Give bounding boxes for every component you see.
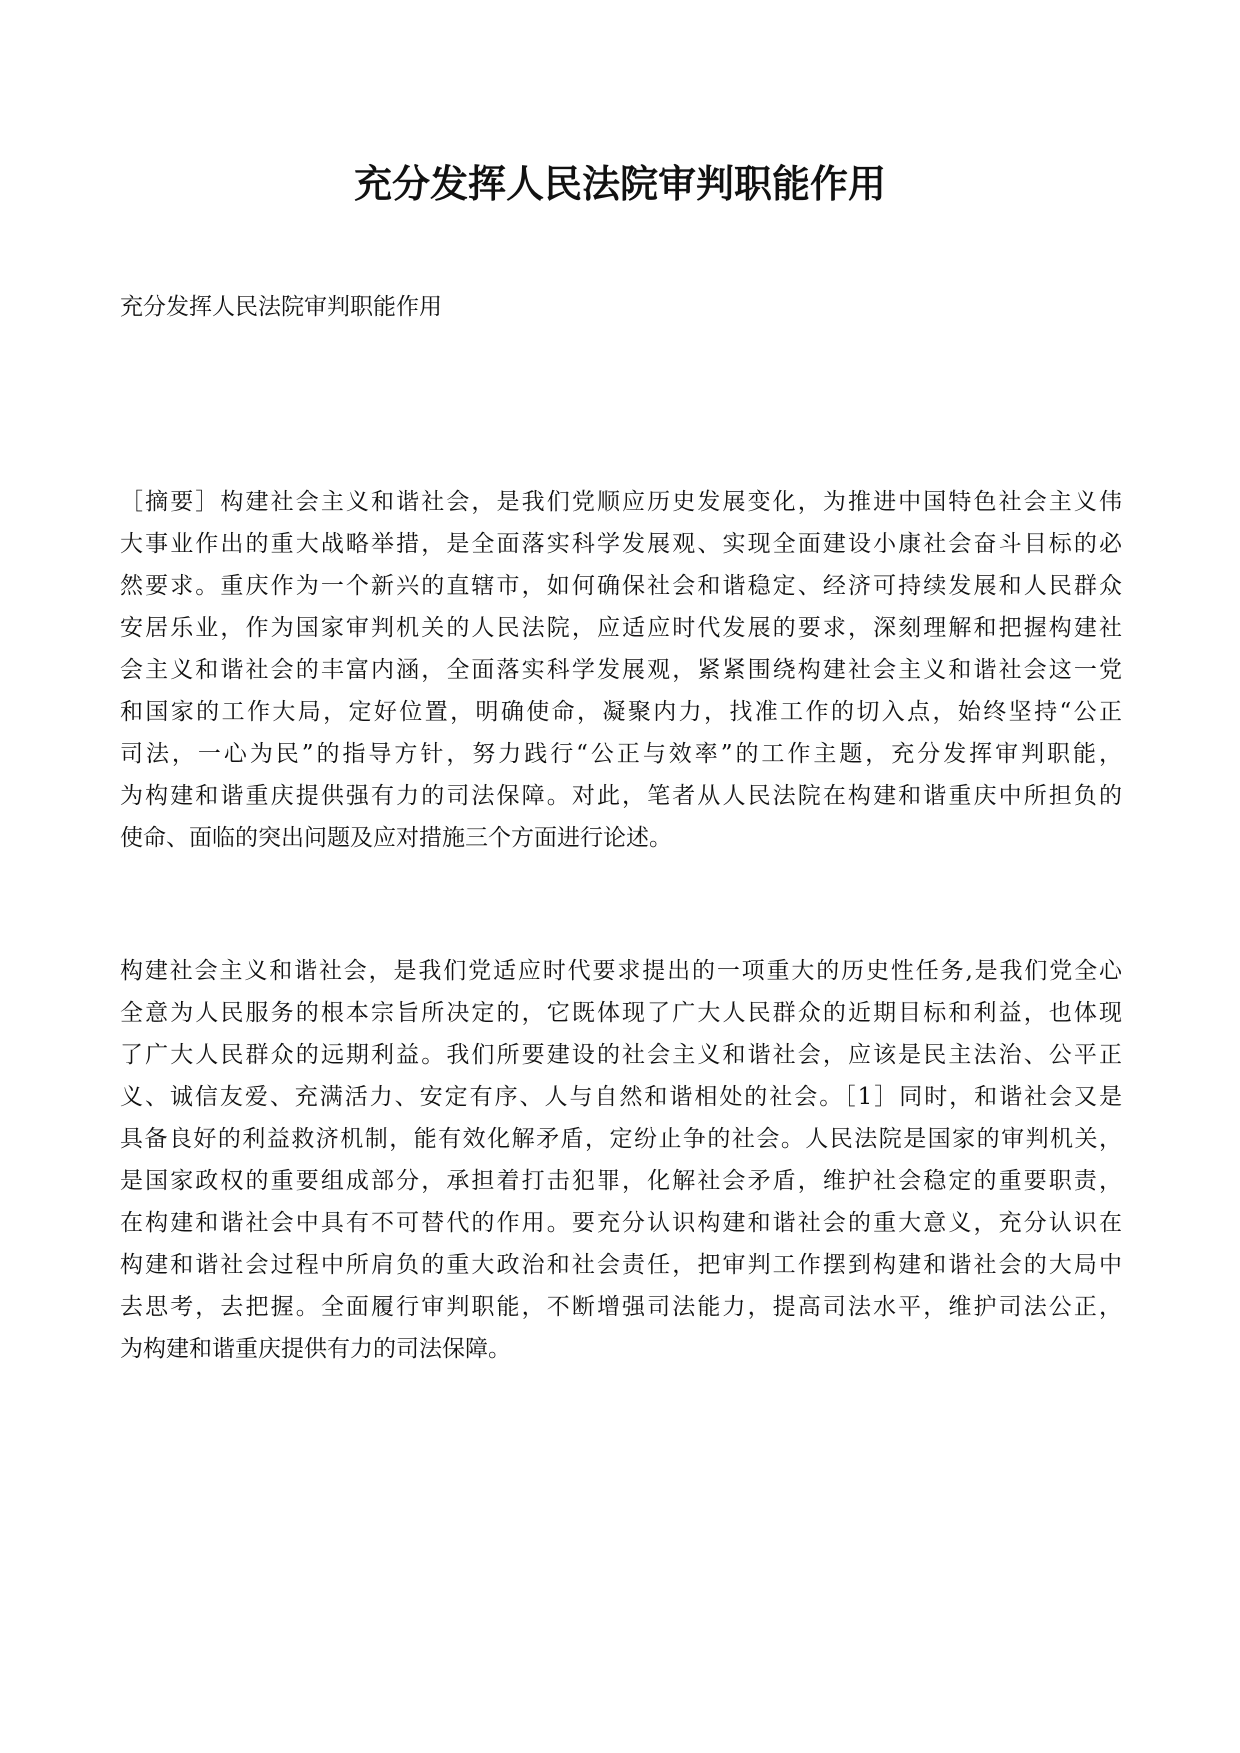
paragraph-line: 全意为人民服务的根本宗旨所决定的，它既体现了广大人民群众的近期目标和利益，也体现 (120, 1000, 1122, 1026)
abstract-paragraph (120, 481, 1122, 859)
paragraph-line: 为构建和谐重庆提供强有力的司法保障。对此，笔者从人民法院在构建和谐重庆中所担负的 (120, 783, 1122, 809)
paragraph-line: 义、诚信友爱、充满活力、安定有序、人与自然和谐相处的社会。［1］同时，和谐社会又是 (120, 1084, 1122, 1110)
paragraph-line: 了广大人民群众的远期利益。我们所要建设的社会主义和谐社会，应该是民主法治、公平正 (120, 1042, 1122, 1068)
paragraph-line: 在构建和谐社会中具有不可替代的作用。要充分认识构建和谐社会的重大意义，充分认识在 (120, 1210, 1122, 1236)
document-subtitle: 充分发挥人民法院审判职能作用 (120, 294, 442, 320)
document-title: 充分发挥人民法院审判职能作用 (353, 161, 886, 206)
paragraph-line: 大事业作出的重大战略举措，是全面落实科学发展观、实现全面建设小康社会奋斗目标的必 (120, 531, 1122, 557)
paragraph-line: 为构建和谐重庆提供有力的司法保障。 (120, 1336, 511, 1362)
paragraph-line: 和国家的工作大局，定好位置，明确使命，凝聚内力，找准工作的切入点，始终坚持“公正 (120, 699, 1122, 725)
paragraph-line: 然要求。重庆作为一个新兴的直辖市，如何确保社会和谐稳定、经济可持续发展和人民群众 (120, 573, 1122, 599)
paragraph-line: 构建和谐社会过程中所肩负的重大政治和社会责任，把审判工作摆到构建和谐社会的大局中 (120, 1252, 1122, 1278)
paragraph-line: 使命、面临的突出问题及应对措施三个方面进行论述。 (120, 825, 672, 851)
paragraph-line: 构建社会主义和谐社会，是我们党适应时代要求提出的一项重大的历史性任务,是我们党全心 (120, 958, 1122, 984)
paragraph-line: 会主义和谐社会的丰富内涵，全面落实科学发展观，紧紧围绕构建社会主义和谐社会这一党 (120, 657, 1122, 683)
paragraph-line: 司法，一心为民”的指导方针，努力践行“公正与效率”的工作主题，充分发挥审判职能， (120, 741, 1122, 767)
paragraph-line: 具备良好的利益救济机制，能有效化解矛盾，定纷止争的社会。人民法院是国家的审判机关， (120, 1126, 1122, 1152)
paragraph-line: 安居乐业，作为国家审判机关的人民法院，应适应时代发展的要求，深刻理解和把握构建社 (120, 615, 1122, 641)
paragraph-line: ［摘要］构建社会主义和谐社会，是我们党顺应历史发展变化，为推进中国特色社会主义伟 (120, 489, 1122, 515)
paragraph-line: 是国家政权的重要组成部分，承担着打击犯罪，化解社会矛盾，维护社会稳定的重要职责， (120, 1168, 1122, 1194)
body-paragraph (120, 950, 1122, 1370)
paragraph-line: 去思考，去把握。全面履行审判职能，不断增强司法能力，提高司法水平，维护司法公正， (120, 1294, 1122, 1320)
